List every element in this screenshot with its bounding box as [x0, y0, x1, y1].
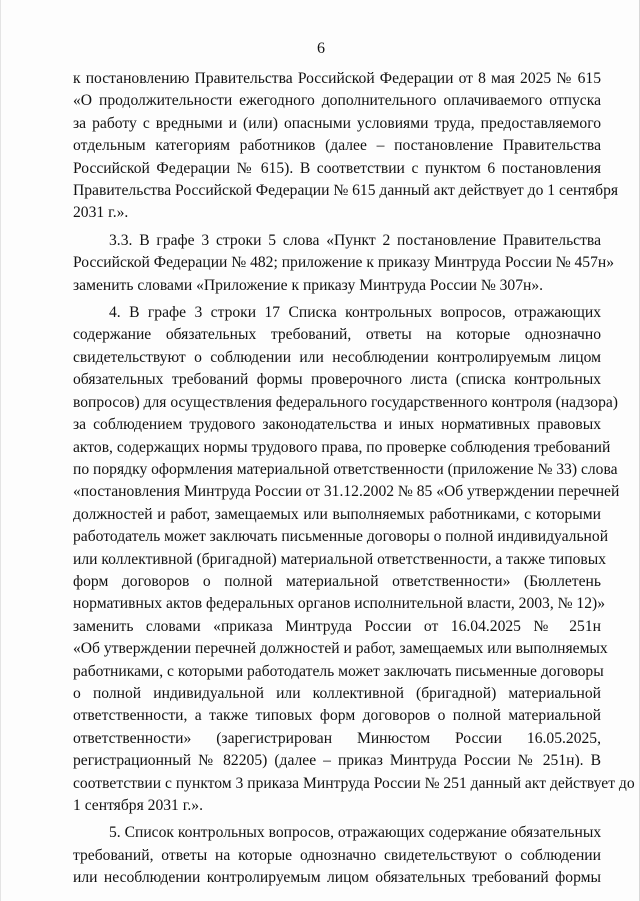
- text-line: к постановлению Правительства Российской Федерации от 8 мая 2025 № 615: [73, 70, 601, 87]
- text-line: по порядку оформления материальной ответственности (приложение № 33) слова: [73, 460, 618, 478]
- text-line: «Об утверждении перечней должностей и работ, замещаемых или выполняемых: [73, 640, 608, 658]
- paragraph: [73, 68, 619, 225]
- text-line: требований, ответы на которые однозначно свидетельствуют о соблюдении: [73, 846, 601, 864]
- page-number: 6: [317, 40, 325, 57]
- text-line: или коллективной (бригадной) материальной ответственности, а также типовых: [73, 550, 607, 568]
- text-line: содержание обязательных требований, ответы на которые однозначно: [73, 326, 601, 344]
- text-line: соответствии с пунктом 3 приказа Минтруда России № 251 данный акт действует до: [73, 774, 635, 792]
- text-line: Правительства Российской Федерации № 615 данный акт действует до 1 сентября: [73, 182, 619, 200]
- text-line: 2031 г.».: [73, 204, 129, 222]
- text-line: за соблюдением трудового законодательства и иных нормативных правовых: [73, 416, 601, 434]
- text-line: заменить словами «Приложение к приказу Минтруда России № 307н».: [73, 276, 544, 294]
- text-line: свидетельствуют о соблюдении или несоблюдении контролируемым лицом: [73, 348, 601, 366]
- text-line: «постановления Минтруда России от 31.12.2002 № 85 «Об утверждении перечней: [73, 483, 620, 501]
- text-line: заменить словами «приказа Минтруда России от 16.04.2025 № 251н: [73, 617, 601, 635]
- paragraph: [73, 230, 615, 297]
- text-line: ответственности» (зарегистрирован Минюстом России 16.05.2025,: [73, 729, 601, 747]
- text-line: Российской Федерации № 482; приложение к приказу Минтруда России № 457н»: [73, 254, 615, 272]
- text-line: или несоблюдении контролируемым лицом обязательных требований формы: [73, 869, 601, 887]
- text-line: Российской Федерации № 615). В соответствии с пунктом 6 постановления: [73, 159, 601, 177]
- paragraph: [73, 822, 601, 889]
- text-line: актов, содержащих нормы трудового права, по проверке соблюдения требований: [73, 438, 611, 456]
- paragraph: [73, 302, 635, 817]
- text-line: ответственности, а также типовых форм договоров о полной материальной: [73, 707, 601, 725]
- text-line: 5. Список контрольных вопросов, отражающих содержание обязательных: [109, 824, 602, 842]
- text-line: «О продолжительности ежегодного дополнительного оплачиваемого отпуска: [73, 92, 601, 110]
- text-line: 4. В графе 3 строки 17 Списка контрольных вопросов, отражающих: [109, 304, 601, 322]
- text-line: должностей и работ, замещаемых или выполняемых работниками, с которыми: [73, 505, 601, 523]
- text-line: нормативных актов федеральных органов исполнительной власти, 2003, № 12)»: [73, 595, 606, 613]
- text-line: 1 сентября 2031 г.».: [73, 797, 203, 814]
- text-line: отдельным категориям работников (далее – постановление Правительства: [73, 137, 601, 155]
- text-line: о полной индивидуальной или коллективной (бригадной) материальной: [73, 684, 601, 702]
- text-line: 3.3. В графе 3 строки 5 слова «Пункт 2 постановление Правительства: [109, 231, 601, 249]
- text-line: вопросов) для осуществления федерального государственного контроля (надзора): [73, 393, 619, 411]
- text-line: форм договоров о полной материальной ответственности» (Бюллетень: [73, 572, 601, 590]
- document-body: [73, 68, 635, 890]
- text-line: работодатель может заключать письменные договоры о полной индивидуальной: [73, 528, 609, 546]
- text-line: работниками, с которыми работодатель может заключать письменные договоры: [73, 662, 604, 680]
- text-line: регистрационный № 82205) (далее – приказ Минтруда России № 251н). В: [73, 752, 601, 770]
- text-line: за работу с вредными и (или) опасными условиями труда, предоставляемого: [73, 114, 601, 132]
- text-line: обязательных требований формы проверочного листа (списка контрольных: [73, 371, 601, 389]
